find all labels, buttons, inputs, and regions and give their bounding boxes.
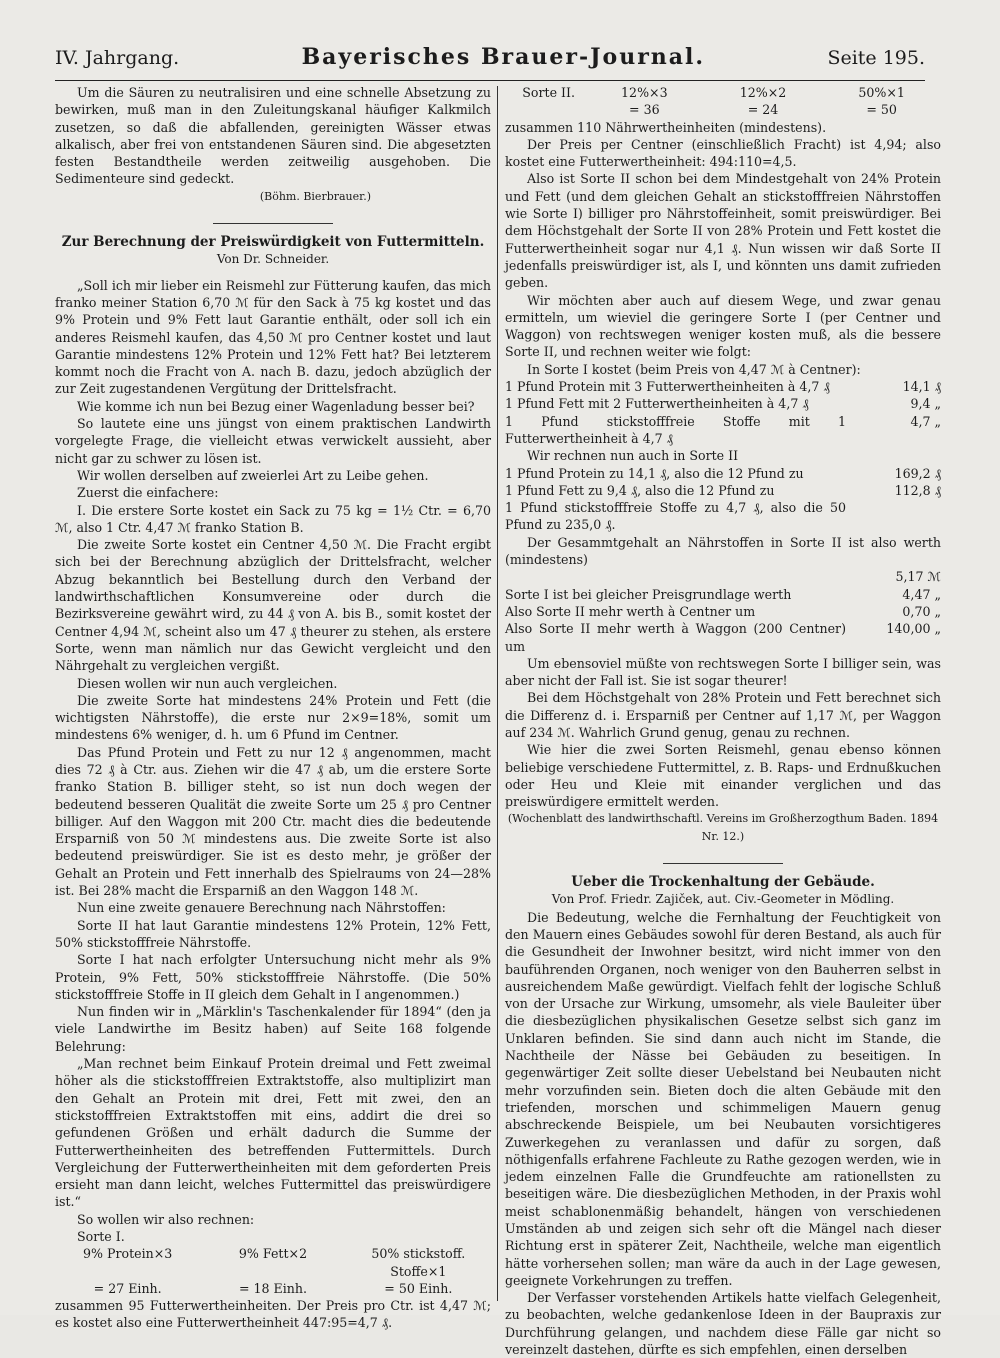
calc-cell: 12%×2 <box>739 85 787 100</box>
paragraph: Zuerst die einfachere: <box>77 485 219 501</box>
journal-title: Bayerisches Brauer-Journal. <box>301 44 706 70</box>
paragraph: Bei dem Höchstgehalt von 28% Protein und Fett berechnet sich die Differenz d. i. Ersparniß per Centner auf 1,17 ℳ, per Waggon auf 234 ℳ. Wahrlich Grund genug, genau zu rechnen. <box>505 690 941 740</box>
volume-label: IV. Jahrgang. <box>55 47 180 69</box>
column-divider <box>497 86 498 1301</box>
paragraph: „Man rechnet beim Einkauf Protein dreimal und Fett zweimal höher als die stickstofffreien Extraktstoffe, also multiplizirt man den Gehalt an Protein mit drei, Fett mit zwei, den an stickstofffreien Extraktstoffen mit eins, addirt die drei so gefundenen Größen und erhält dadurch die Summe der Futterwertheinheiten des betreffenden Futtermittels. Durch Vergleichung der Futterwertheinheiten mit dem geforderten Preis ersieht man dann leicht, welches Futtermittel das preiswürdigere ist.“ <box>55 1056 491 1210</box>
right-column <box>505 84 941 1358</box>
calc-cell: 9% Protein×3 <box>83 1246 173 1262</box>
article-byline: Von Dr. Schneider. <box>216 252 330 267</box>
sorte1-calculation <box>55 1245 491 1297</box>
paragraph: Die zweite Sorte kostet ein Centner 4,50 ℳ. Die Fracht ergibt sich bei der Berechnung abzüglich der Drittelsfracht, welcher Abzug bekanntlich bei Bestellung durch den Verband der landwirthschaftlichen Konsumvereine oder durch die Bezirksvereine gewährt wird, zu 44 ₰ von A. bis B., somit kostet der Centner 4,94 ℳ, scheint also um 47 ₰ theurer zu stehen, als erstere Sorte, wenn man nämlich nur das Gewicht vergleicht und den Nährgehalt zu vergleichen vergißt. <box>55 537 491 674</box>
calc-cell: = 50 Einh. <box>384 1280 453 1296</box>
paragraph: So lautete eine uns jüngst von einem praktischen Landwirth vorgelegte Frage, die vielleicht etwas verwickelt aussieht, aber nicht gar zu schwer zu lösen ist. <box>55 416 491 466</box>
calc-line: 1 Pfund Protein zu 14,1 ₰, also die 12 Pfund zu 169,2 ₰ <box>505 465 941 481</box>
calc-line: 1 Pfund Fett mit 2 Futterwertheinheiten à 4,7 ₰ 9,4 „ <box>505 396 941 412</box>
sorte2-label: Sorte II. <box>522 85 575 100</box>
calc-cell: 12%×3 <box>621 85 668 100</box>
sorte1-total: zusammen 95 Futterwertheinheiten. Der Preis pro Ctr. ist 4,47 ℳ; es kostet also eine Futterwertheinheit 447:95=4,7 ₰. <box>55 1298 491 1331</box>
sorte2-calculation <box>505 84 941 119</box>
calc-line: 1 Pfund Fett zu 9,4 ₰, also die 12 Pfund zu 112,8 ₰ <box>505 482 941 498</box>
sorte1-label: Sorte I. <box>77 1229 125 1244</box>
paragraph: Um ebensoviel müßte von rechtswegen Sorte I billiger sein, was aber nicht der Fall ist. Sie ist sogar theurer! <box>505 655 941 689</box>
paragraph: Sorte II hat laut Garantie mindestens 12% Protein, 12% Fett, 50% stickstofffreie Nährstoffe. <box>55 917 491 950</box>
calc-cell: 9% Fett×2 <box>238 1246 308 1262</box>
paragraph: Der Verfasser vorstehenden Artikels hatte vielfach Gelegenheit, zu beobachten, welche gedankenlose Ideen in der Baupraxis zur Durchführung gelangen, und nachdem diese Fälle gar nicht so vereinzelt dastehen, dürfte es sich empfehlen, einen derselben <box>505 1290 941 1358</box>
intro-source: (Böhm. Bierbrauer.) <box>259 189 371 203</box>
paragraph: Nun eine zweite genauere Berechnung nach Nährstoffen: <box>77 900 446 916</box>
paragraph: Sorte I hat nach erfolgter Untersuchung nicht mehr als 9% Protein, 9% Fett, 50% stickstofffreie Nährstoffe. (Die 50% stickstofffreie Stoffe in II gleich dem Gehalt in I angenommen.) <box>55 952 491 1002</box>
calc-line: Also Sorte II mehr werth à Centner um 0,70 „ <box>505 603 941 619</box>
calc-cell: = 18 Einh. <box>238 1280 307 1296</box>
article-byline: Von Prof. Friedr. Zajiček, aut. Civ.-Geometer in Mödling. <box>551 892 895 907</box>
article-title: Zur Berechnung der Preiswürdigkeit von Futtermitteln. <box>61 234 485 251</box>
calc-line: 1 Pfund stickstofffreie Stoffe zu 4,7 ₰, also die 50 Pfund zu 235,0 ₰. <box>505 500 846 533</box>
intro-paragraph: Um die Säuren zu neutralisiren und eine schnelle Absetzung zu bewirken, muß man in den Zuleitungskanal häufiger Kalkmilch zusetzen, so daß die abfallenden, gereinigten Wässer etwas alkalisch, aber frei von entstandenen Säuren sind. Die abgesetzten festen Bestandtheile werden zeitweilig ausgehoben. Die Sedimenteure sind gedeckt. <box>55 85 491 187</box>
page-number: Seite 195. <box>827 47 925 69</box>
paragraph: Nun finden wir in „Märklin's Taschenkalender für 1894“ (den ja viele Landwirthe im Besitz haben) auf Seite 168 folgende Belehrung: <box>55 1004 491 1054</box>
calc-cell: 50% stickstoff. Stoffe×1 <box>371 1246 466 1279</box>
article-title: Ueber die Trockenhaltung der Gebäude. <box>571 874 875 891</box>
section-separator <box>213 223 333 224</box>
paragraph: Wir möchten aber auch auf diesem Wege, und zwar genau ermitteln, um wieviel die geringere Sorte I (per Centner und Waggon) von rechtswegen weniger kosten muß, als die bessere Sorte II, und rechnen weiter wie folgt: <box>505 292 941 360</box>
paragraph: In Sorte I kostet (beim Preis von 4,47 ℳ à Centner): <box>527 361 861 377</box>
paragraph: Wie komme ich nun bei Bezug einer Wagenladung besser bei? <box>77 398 475 414</box>
calc-cell: 50%×1 <box>858 85 905 100</box>
paragraph: Die Bedeutung, welche die Fernhaltung der Feuchtigkeit von den Mauern eines Gebäudes sowohl für deren Bestand, als auch für die Gesundheit der Inwohner besitzt, wird nicht immer von den bauführenden Organen, noch weniger von den Bauherren selbst in ausreichendem Maße gewürdigt. Vielfach fehlt der logische Schluß von der Ursache zur Wirkung, umsomehr, als viele Bauleiter über die diesbezüglichen physikalischen Gesetze selbst sich ganz im Unklaren befinden. Sie sind dann auch nicht im Stande, die Nachtheile der Nässe bei Gebäuden zu beseitigen. In gegenwärtiger Zeit sollte dieser Uebelstand bei Neubauten nicht mehr vorzufinden sein. Bieten doch die alten Gebäude mit den triefenden, morschen und schimmeligen Mauern genug abschreckende Beispiele, um bei Neubauten vorsichtigeres Zuwerkegehen zu veranlassen und dafür zu sorgen, daß nöthigenfalls erfahrene Fachleute zu Rathe gezogen werden, wie in jedem einzelnen Falle die Grundfeuchte am rationellsten zu beseitigen wäre. Die diesbezüglichen Methoden, in der Praxis wohl meist schablonenmäßig behandelt, hängen von verschiedenen Umständen ab und zeigen sich sehr oft die Mängel nach dieser Richtung erst in späterer Zeit, Nachtheile, welche man eigentlich hätte vorhersehen sollen; man wäre da auch in der Lage gewesen, geeignete Vorkehrungen zu treffen. <box>505 909 941 1288</box>
paragraph: Also ist Sorte II schon bei dem Mindestgehalt von 24% Protein und Fett (und dem gleichen Gehalt an stickstofffreien Nährstoffen wie Sorte I) billiger pro Nährstoffeinheit, somit preiswürdiger. Bei dem Höchstgehalt der Sorte II von 28% Protein und Fett kostet die Futterwertheinheit sogar nur 4,1 ₰. Nun wissen wir daß Sorte II jedenfalls preiswürdiger ist, als I, und könnten uns damit zufrieden geben. <box>505 171 941 291</box>
left-column <box>55 84 491 1331</box>
calc-cell: = 50 <box>866 102 897 118</box>
calc-line: 1 Pfund stickstofffreie Stoffe mit 1 Futterwertheinheit à 4,7 ₰ 4,7 „ <box>505 413 941 446</box>
paragraph: Die zweite Sorte hat mindestens 24% Protein und Fett (die wichtigsten Nährstoffe), die erste nur 2×9=18%, somit um mindestens 6% weniger, d. h. um 6 Pfund im Centner. <box>55 692 491 743</box>
paragraph: Der Preis per Centner (einschließlich Fracht) ist 4,94; also kostet eine Futterwertheinheit: 494:110=4,5. <box>505 136 941 170</box>
paragraph: zusammen 110 Nährwertheinheiten (mindestens). <box>505 119 827 135</box>
paragraph: Das Pfund Protein und Fett zu nur 12 ₰ angenommen, macht dies 72 ₰ à Ctr. aus. Ziehen wir die 47 ₰ ab, um die erstere Sorte franko Station B. billiger steht, so ist nun doch wegen der bedeutend besseren Qualität die zweite Sorte um 25 ₰ pro Centner billiger. Auf den Waggon mit 200 Ctr. macht dies die bedeutende Ersparniß von 50 ℳ mindestens aus. Die zweite Sorte ist also bedeutend preiswürdiger. Sie ist es desto mehr, je größer der Gehalt an Protein und Fett innerhalb des Spielraums von 24—28% ist. Bei 28% macht die Ersparniß an den Waggon 148 ℳ. <box>55 744 491 899</box>
paragraph: Wir wollen derselben auf zweierlei Art zu Leibe gehen. <box>77 467 429 483</box>
article-source: (Wochenblatt des landwirthschaftl. Vereins im Großherzogthum Baden. 1894 Nr. 12.) <box>507 812 939 843</box>
paragraph: I. Die erstere Sorte kostet ein Sack zu 75 kg = 1½ Ctr. = 6,70 ℳ, also 1 Ctr. 4,47 ℳ franko Station B. <box>55 502 491 535</box>
paragraph: Wie hier die zwei Sorten Reismehl, genau ebenso können beliebige verschiedene Futtermittel, z. B. Raps- und Erdnußkuchen oder Heu und Kleie mit einander verglichen und das preiswürdigere ermittelt werden. <box>505 742 941 810</box>
calc-cell: = 36 <box>629 102 660 118</box>
page-header <box>55 44 925 81</box>
paragraph: Diesen wollen wir nun auch vergleichen. <box>77 675 338 691</box>
paragraph: Der Gesammtgehalt an Nährstoffen in Sorte II ist also werth (mindestens) <box>505 534 941 568</box>
calc-cell: = 24 <box>747 102 779 118</box>
calc-line: 5,17 ℳ <box>895 569 941 585</box>
paragraph: So wollen wir also rechnen: <box>77 1211 255 1227</box>
calc-line: 1 Pfund Protein mit 3 Futterwertheinheiten à 4,7 ₰ 14,1 ₰ <box>505 379 941 395</box>
calc-cell: = 27 Einh. <box>93 1280 162 1296</box>
paragraph: Wir rechnen nun auch in Sorte II <box>527 448 739 464</box>
paragraph: „Soll ich mir lieber ein Reismehl zur Fütterung kaufen, das mich franko meiner Station 6,70 ℳ für den Sack à 75 kg kostet und das 9% Protein und 9% Fett laut Garantie enthält, oder soll ich ein anderes Reismehl kaufen, das 4,50 ℳ pro Centner kostet und laut Garantie mindestens 12% Protein und 12% Fett hat? Bei letzterem kommt noch die Fracht von A. nach B. dazu, jedoch abzüglich der zur Zeit zugestandenen Vergütung der Drittelsfracht. <box>55 277 491 397</box>
section-separator <box>663 863 783 864</box>
calc-line: Also Sorte II mehr werth à Waggon (200 Centner) um 140,00 „ <box>505 621 941 654</box>
calc-line: Sorte I ist bei gleicher Preisgrundlage werth 4,47 „ <box>505 586 941 602</box>
